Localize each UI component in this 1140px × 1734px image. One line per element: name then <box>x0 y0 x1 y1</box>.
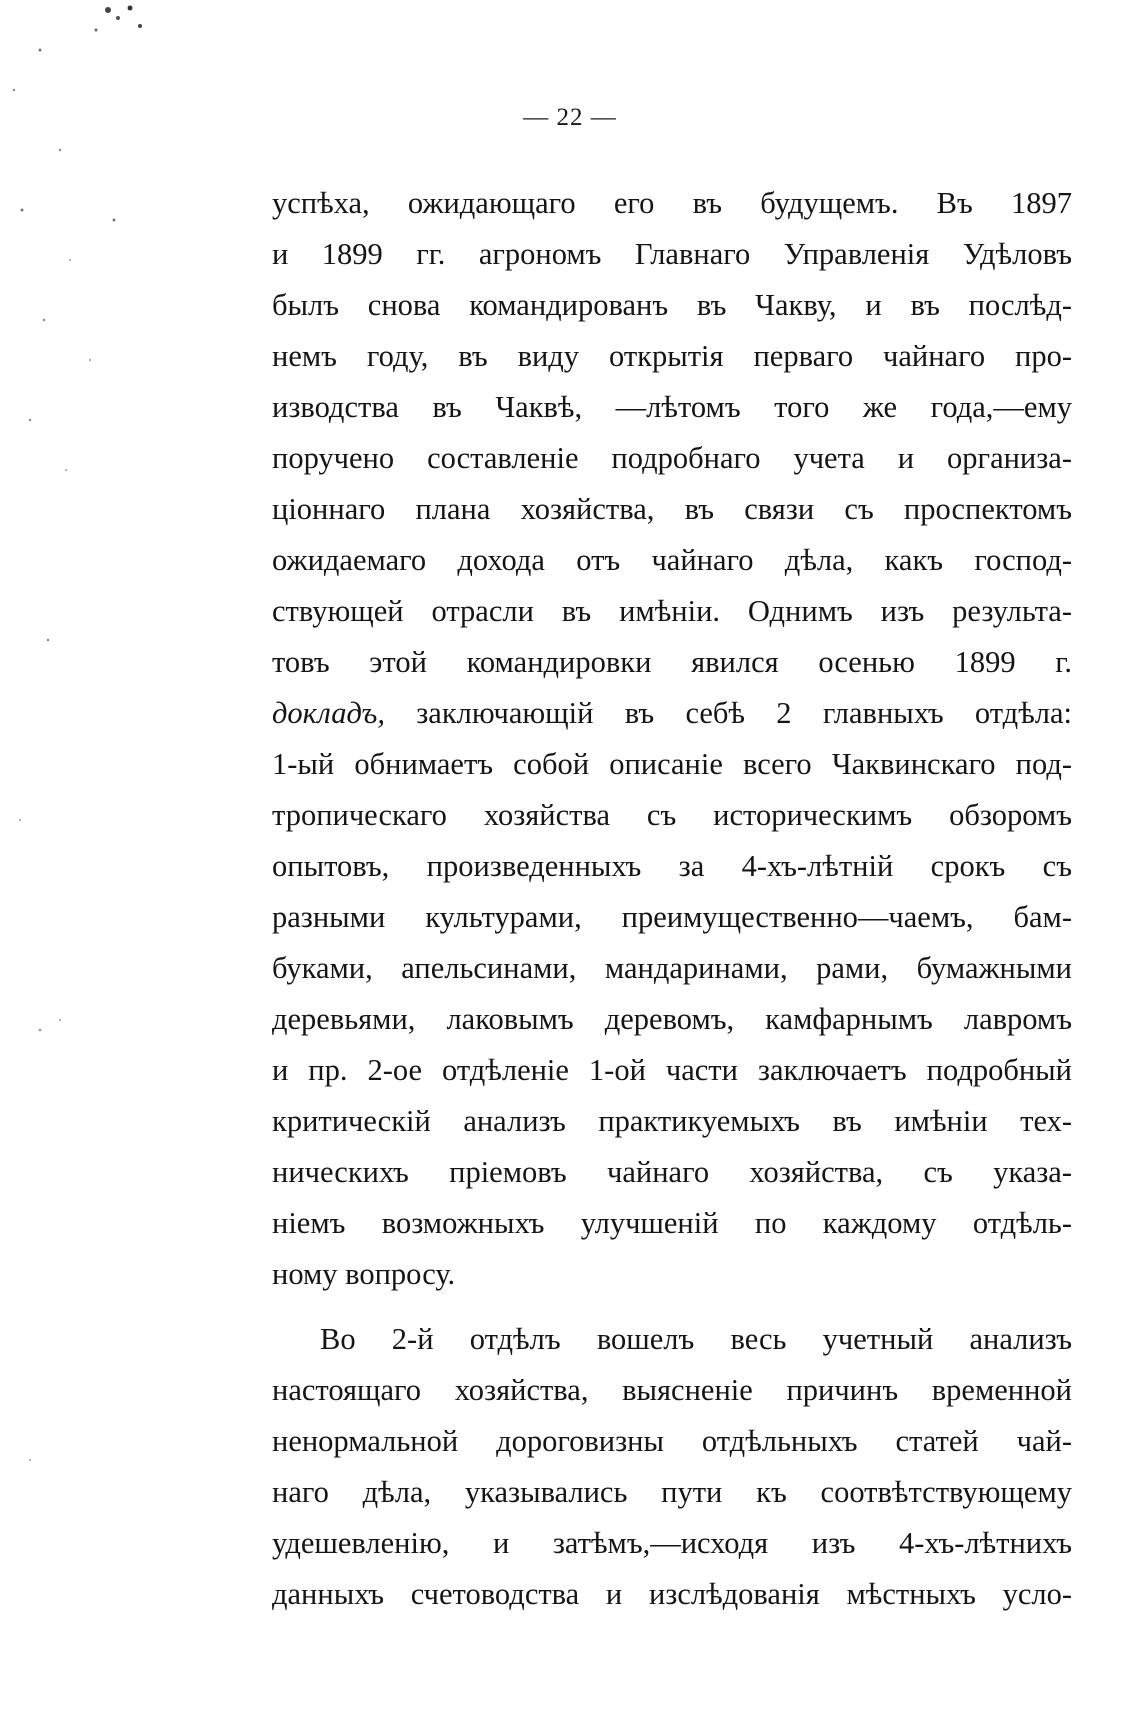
text-line: изводства въ Чаквѣ, —лѣтомъ того же года,—ему <box>272 390 1072 424</box>
text-line: ніемъ возможныхъ улучшеній по каждому отдѣль- <box>272 1206 1072 1240</box>
text-line: ническихъ пріемовъ чайнаго хозяйства, съ указа- <box>272 1155 1072 1189</box>
text-line: критическій анализъ практикуемыхъ въ имѣніи тех- <box>272 1104 1072 1138</box>
text-line-rest: заключающій въ себѣ 2 главныхъ отдѣла: <box>384 696 1072 730</box>
text-line: былъ снова командированъ въ Чакву, и въ послѣд- <box>272 288 1072 322</box>
text-line: разными культурами, преимущественно—чаемъ, бам- <box>272 900 1072 934</box>
text-line: ожидаемаго дохода отъ чайнаго дѣла, какъ господ- <box>272 543 1072 577</box>
body-text <box>272 178 1072 1620</box>
text-line: деревьями, лаковымъ деревомъ, камфарнымъ лавромъ <box>272 1002 1072 1036</box>
text-line: опытовъ, произведенныхъ за 4-хъ-лѣтній срокъ съ <box>272 849 1072 883</box>
margin-specks <box>0 0 200 1734</box>
paragraph-gap <box>272 1300 1072 1314</box>
text-line: ціоннаго плана хозяйства, въ связи съ проспектомъ <box>272 492 1072 526</box>
text-line: Во 2-й отдѣлъ вошелъ весь учетный анализъ <box>320 1322 1072 1356</box>
text-line: немъ году, въ виду открытія перваго чайнаго про- <box>272 339 1072 373</box>
text-line <box>272 688 1072 739</box>
text-line: наго дѣла, указывались пути къ соотвѣтствующему <box>272 1475 1072 1509</box>
paragraph-2 <box>272 1314 1072 1620</box>
text-line: и пр. 2-ое отдѣленіе 1-ой части заключаетъ подробный <box>272 1053 1072 1087</box>
text-line: данныхъ счетоводства и изслѣдованія мѣстныхъ усло- <box>272 1577 1072 1611</box>
text-line: поручено составленіе подробнаго учета и организа- <box>272 441 1072 475</box>
text-line: 1-ый обнимаетъ собой описаніе всего Чаквинскаго под- <box>272 747 1072 781</box>
page-number: — 22 — <box>523 104 617 131</box>
text-line: и 1899 гг. агрономъ Главнаго Управленія Удѣловъ <box>272 237 1072 271</box>
text-line: буками, апельсинами, мандаринами, рами, бумажными <box>272 951 1072 985</box>
text-line: успѣха, ожидающаго его въ будущемъ. Въ 1897 <box>272 186 1072 220</box>
text-line: ному вопросу. <box>272 1257 456 1291</box>
report-title-italic: докладъ, <box>272 696 385 730</box>
paragraph-1 <box>272 178 1072 1300</box>
text-line: ненормальной дороговизны отдѣльныхъ статей чай- <box>272 1424 1072 1458</box>
text-line: тропическаго хозяйства съ историческимъ обзоромъ <box>272 798 1072 832</box>
text-line: удешевленію, и затѣмъ,—исходя изъ 4-хъ-лѣтнихъ <box>272 1526 1072 1560</box>
text-line: ствующей отрасли въ имѣніи. Однимъ изъ результа- <box>272 594 1072 628</box>
text-line: настоящаго хозяйства, выясненіе причинъ временной <box>272 1373 1072 1407</box>
text-line: товъ этой командировки явился осенью 1899 г. <box>272 645 1072 679</box>
